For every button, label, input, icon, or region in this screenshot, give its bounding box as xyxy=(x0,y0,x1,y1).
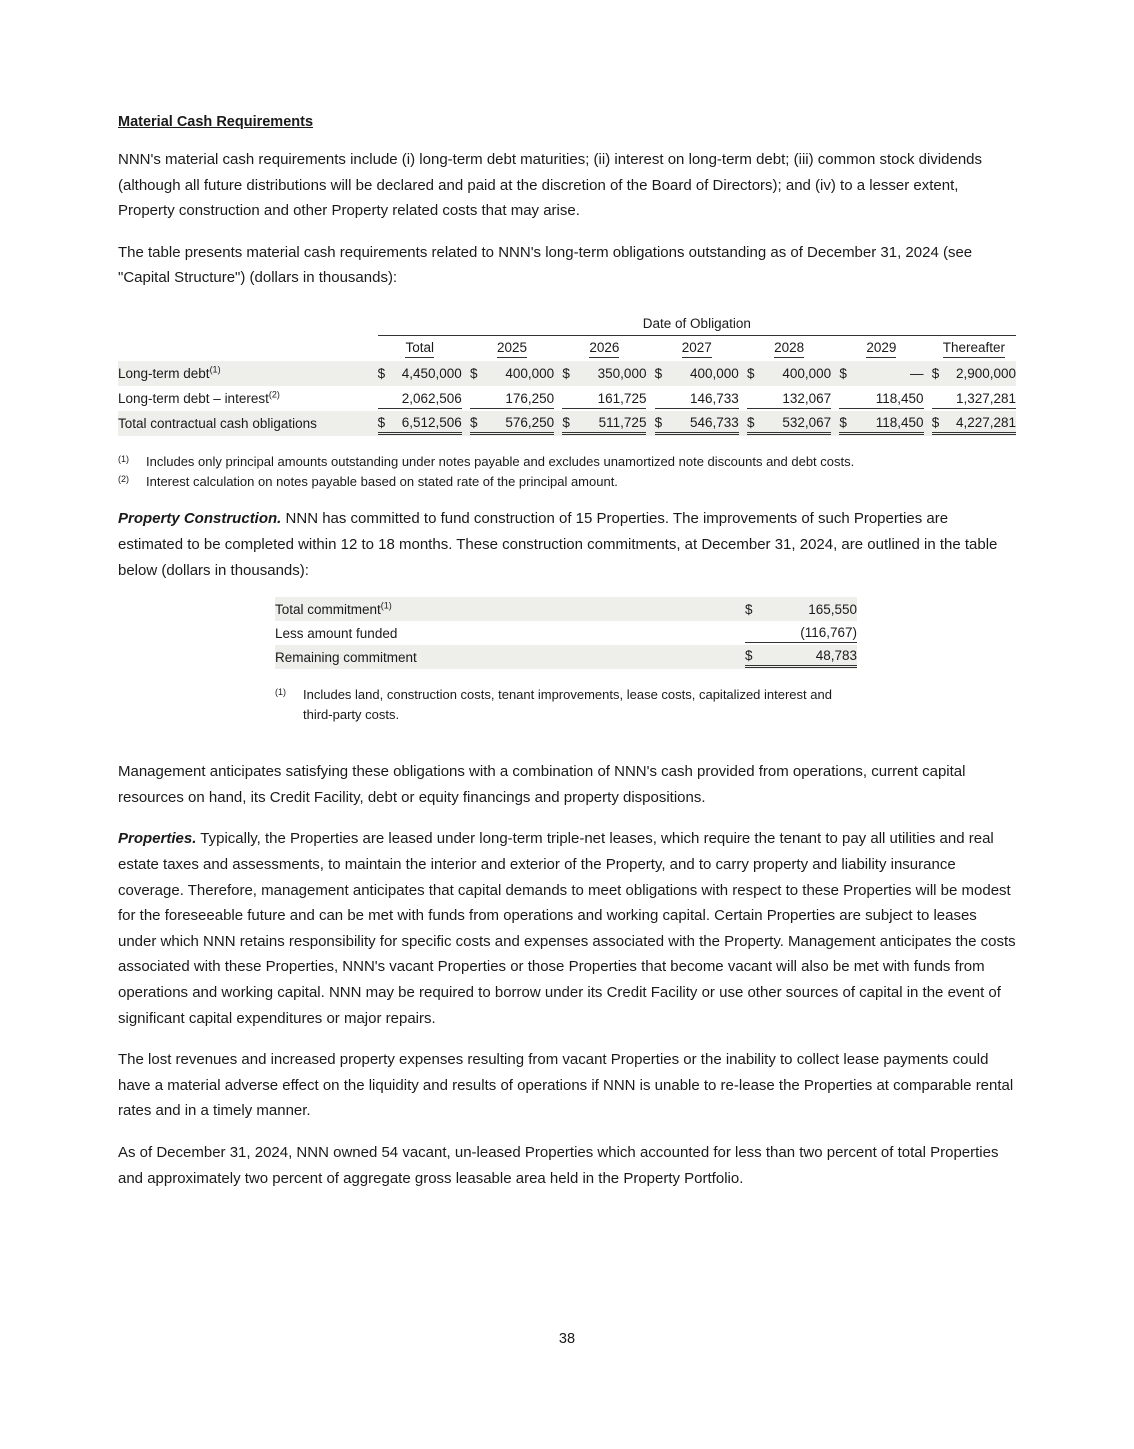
row-label: Long-term debt – interest$^{(2)}$ xyxy=(118,389,280,407)
footnotes xyxy=(118,452,1016,492)
table-cell: $ 350,000 xyxy=(562,361,646,386)
construction-footnote: (1) Includes land, construction costs, tenant improvements, lease costs, capitalized interest and third-party costs. xyxy=(275,687,832,723)
table-cell: $ 546,733 xyxy=(655,411,739,436)
document-page xyxy=(118,112,1016,1191)
table-cell: 146,733 xyxy=(655,386,739,411)
table-cell: $ 400,000 xyxy=(655,361,739,386)
column-header: Total xyxy=(378,336,462,362)
row-label: Less amount funded xyxy=(275,625,398,641)
table-cell: $ 2,900,000 xyxy=(932,361,1016,386)
table-cell: $ — xyxy=(839,361,923,386)
paragraph-lost-revenues: The lost revenues and increased property expenses resulting from vacant Properties or the inability to collect lease payments could have a material adverse effect on the liquidity and results of operations if NNN is unable to re-lease the Properties at comparable rental rates and in a timely manner. xyxy=(118,1051,1014,1120)
table-cell: 161,725 xyxy=(562,386,646,411)
table-row xyxy=(118,361,1016,386)
column-header: 2025 xyxy=(470,336,554,362)
table-row xyxy=(275,621,857,645)
table-cell: (116,767) xyxy=(745,621,857,645)
paragraph-management: Management anticipates satisfying these obligations with a combination of NNN's cash provided from operations, current capital resources on hand, its Credit Facility, debt or equity financings and property dispositions. xyxy=(118,763,966,806)
section-title: Material Cash Requirements xyxy=(118,114,314,130)
column-header: 2026 xyxy=(562,336,646,362)
table-row xyxy=(275,645,857,669)
table-cell: $ 118,450 xyxy=(839,411,923,436)
paragraph-properties: Properties. Typically, the Properties are leased under long-term triple-net leases, which require the tenant to pay all utilities and real estate taxes and assessments, to maintain the interior and exterior of the Property, and to carry property and liability insurance coverage. Therefore, management anticipates that capital demands to meet obligations with respect to these Properties will be modest for the foreseeable future and can be met with funds from operations and working capital. Certain Properties are subject to leases under which NNN retains responsibility for specific costs and expenses associated with the Property. Management anticipates the costs associated with these Properties, NNN's vacant Properties or those Properties that become vacant will also be met with funds from operations and working capital. NNN may be required to borrow under its Credit Facility or use other sources of capital in the event of significant capital expenditures or major repairs. xyxy=(118,830,1016,1027)
table-cell: $ 400,000 xyxy=(470,361,554,386)
column-header: Thereafter xyxy=(932,336,1016,362)
table-row xyxy=(118,386,1016,411)
paragraph-table-intro: The table presents material cash requirements related to NNN's long-term obligations outstanding as of December 31, 2024 (see "Capital Structure") (dollars in thousands): xyxy=(118,243,973,287)
table-cell: $ 400,000 xyxy=(747,361,831,386)
group-header: Date of Obligation xyxy=(642,315,751,331)
column-header: 2029 xyxy=(839,336,923,362)
table-cell: $ 532,067 xyxy=(747,411,831,436)
table-cell: $ 48,783 xyxy=(745,645,857,669)
page-number: 38 xyxy=(558,1331,576,1347)
table-cell: 1,327,281 xyxy=(932,386,1016,411)
table-cell: $ 576,250 xyxy=(470,411,554,436)
table-cell: 176,250 xyxy=(470,386,554,411)
table-cell: $ 4,227,281 xyxy=(932,411,1016,436)
table-cell: 2,062,506 xyxy=(378,386,462,411)
table-row xyxy=(118,411,1016,436)
obligations-table xyxy=(118,311,1016,437)
column-header: 2028 xyxy=(747,336,831,362)
row-label: Long-term debt$^{(1)}$ xyxy=(118,361,378,386)
footnote-2: (2) Interest calculation on notes payable based on stated rate of the principal amount. xyxy=(118,474,618,490)
table-cell: $ 511,725 xyxy=(562,411,646,436)
paragraph-property-construction: Property Construction. NNN has committed to fund construction of 15 Properties. The improvements of such Properties are estimated to be completed within 12 to 18 months. These construction commitments, at December 31, 2024, are outlined in the table below (dollars in thousands): xyxy=(118,510,998,579)
row-label: Total contractual cash obligations xyxy=(118,411,378,436)
construction-table xyxy=(275,597,857,669)
table-cell: $ 6,512,506 xyxy=(378,411,462,436)
table-cell: $ 165,550 xyxy=(745,597,857,621)
table-cell: $ 4,450,000 xyxy=(378,361,462,386)
table-cell: 132,067 xyxy=(747,386,831,411)
row-label: Remaining commitment xyxy=(275,645,745,669)
table-cell: 118,450 xyxy=(839,386,923,411)
paragraph-vacant-properties: As of December 31, 2024, NNN owned 54 vacant, un-leased Properties which accounted for less than two percent of total Properties and approximately two percent of aggregate gross leasable area held in the Property Portfolio. xyxy=(118,1143,999,1187)
row-label: Total commitment$^{(1)}$ xyxy=(275,597,745,621)
table-row xyxy=(275,597,857,621)
paragraph-cash-requirements: NNN's material cash requirements include (i) long-term debt maturities; (ii) interest on long-term debt; (iii) common stock dividends (although all future distributions will be declared and paid at the discretion of the Board of Directors); and (iv) to a lesser extent, Property construction and other Property related costs that may arise. xyxy=(118,151,983,220)
column-header: 2027 xyxy=(655,336,739,362)
footnote-1: (1) Includes only principal amounts outstanding under notes payable and excludes unamortized note discounts and debt costs. xyxy=(118,454,855,470)
